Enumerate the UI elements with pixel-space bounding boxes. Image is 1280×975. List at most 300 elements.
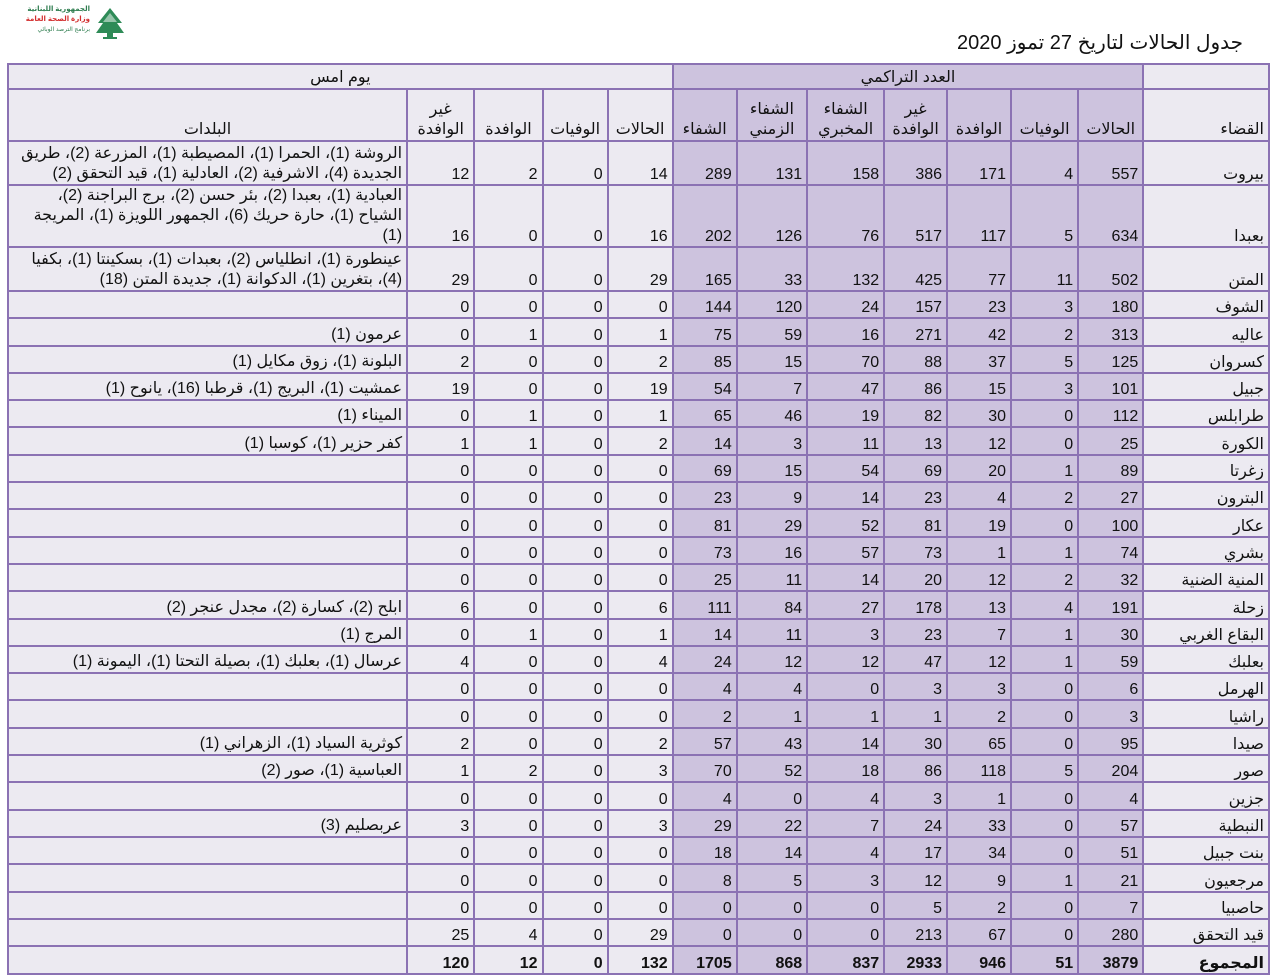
cum-deaths-cell: 2: [1011, 318, 1078, 345]
cum-cases-cell: 27: [1078, 482, 1143, 509]
cum-time-recovery-cell: 131: [737, 141, 807, 185]
towns-cell: [8, 482, 407, 509]
day-imported-cell: 2: [474, 755, 542, 782]
cum-time-recovery-cell: 0: [737, 892, 807, 919]
cum-time-recovery-cell: 0: [737, 782, 807, 809]
day-imported-cell: 0: [474, 700, 542, 727]
cum-time-recovery-cell: 59: [737, 318, 807, 345]
towns-cell: [8, 946, 407, 974]
cum-time-recovery-cell: 16: [737, 537, 807, 564]
district-name: المتن: [1143, 247, 1269, 291]
district-name: راشيا: [1143, 700, 1269, 727]
cum-imported-cell: 12: [947, 427, 1011, 454]
district-name: صور: [1143, 755, 1269, 782]
day-deaths-cell: 0: [543, 400, 608, 427]
cum-local-cell: 69: [884, 455, 947, 482]
day-imported-cell: 0: [474, 837, 542, 864]
cum-local-cell: 86: [884, 755, 947, 782]
table-row: [8, 427, 1269, 454]
cum-cases-cell: 634: [1078, 185, 1143, 247]
cum-local-cell: 12: [884, 864, 947, 891]
table-row: [8, 185, 1269, 247]
day-local-header: غير الوافدة: [407, 89, 474, 141]
cum-imported-cell: 37: [947, 346, 1011, 373]
cum-cases-cell: 74: [1078, 537, 1143, 564]
district-name: المنية الضنية: [1143, 564, 1269, 591]
day-deaths-cell: 0: [543, 564, 608, 591]
cum-cases-cell: 4: [1078, 782, 1143, 809]
day-cases-cell: 0: [608, 455, 673, 482]
district-name: زحلة: [1143, 591, 1269, 618]
cum-cases-cell: 57: [1078, 810, 1143, 837]
cum-recovery-cell: 24: [673, 646, 737, 673]
cum-deaths-cell: 0: [1011, 700, 1078, 727]
cum-local-cell: 3: [884, 782, 947, 809]
cum-recovery-cell: 25: [673, 564, 737, 591]
day-imported-header: الوافدة: [474, 89, 542, 141]
cum-deaths-cell: 11: [1011, 247, 1078, 291]
day-local-cell: 0: [407, 509, 474, 536]
day-cases-cell: 1: [608, 318, 673, 345]
cum-local-cell: 23: [884, 482, 947, 509]
district-name: زغرتا: [1143, 455, 1269, 482]
cum-time-recovery-cell: 126: [737, 185, 807, 247]
day-deaths-cell: 0: [543, 185, 608, 247]
cum-imported-header: الوافدة: [947, 89, 1011, 141]
cum-cases-cell: 101: [1078, 373, 1143, 400]
cum-local-cell: 30: [884, 728, 947, 755]
cum-cases-cell: 7: [1078, 892, 1143, 919]
district-name: بشري: [1143, 537, 1269, 564]
table-row: [8, 509, 1269, 536]
cum-cases-cell: 112: [1078, 400, 1143, 427]
day-local-cell: 0: [407, 482, 474, 509]
table-row: [8, 892, 1269, 919]
towns-cell: عمشيت (1)، البريج (1)، قرطبا (16)، يانوح (1): [8, 373, 407, 400]
cum-cases-cell: 557: [1078, 141, 1143, 185]
cum-lab-recovery-cell: 837: [807, 946, 884, 974]
cum-time-recovery-cell: 22: [737, 810, 807, 837]
towns-cell: عرمون (1): [8, 318, 407, 345]
cum-cases-cell: 502: [1078, 247, 1143, 291]
table-row: [8, 564, 1269, 591]
cum-deaths-cell: 3: [1011, 373, 1078, 400]
day-deaths-cell: 0: [543, 619, 608, 646]
cum-imported-cell: 67: [947, 919, 1011, 946]
cum-recovery-cell: 165: [673, 247, 737, 291]
cum-recovery-cell: 144: [673, 291, 737, 318]
day-deaths-cell: 0: [543, 673, 608, 700]
cum-lab-recovery-cell: 16: [807, 318, 884, 345]
day-local-cell: 0: [407, 619, 474, 646]
cum-cases-cell: 100: [1078, 509, 1143, 536]
cum-local-cell: 3: [884, 673, 947, 700]
towns-cell: [8, 919, 407, 946]
cum-cases-cell: 6: [1078, 673, 1143, 700]
cum-imported-cell: 65: [947, 728, 1011, 755]
cum-cases-cell: 204: [1078, 755, 1143, 782]
district-name: البقاع الغربي: [1143, 619, 1269, 646]
day-deaths-cell: 0: [543, 646, 608, 673]
towns-cell: [8, 537, 407, 564]
cum-lab-recovery-cell: 4: [807, 837, 884, 864]
cum-lab-recovery-cell: 4: [807, 782, 884, 809]
day-deaths-cell: 0: [543, 919, 608, 946]
cum-local-cell: 24: [884, 810, 947, 837]
cum-lab-recovery-cell: 12: [807, 646, 884, 673]
cum-imported-cell: 9: [947, 864, 1011, 891]
cum-cases-cell: 59: [1078, 646, 1143, 673]
table-row: [8, 318, 1269, 345]
logo-line-2: وزارة الصحة العامة: [25, 16, 90, 23]
day-deaths-cell: 0: [543, 810, 608, 837]
towns-cell: ابلح (2)، كسارة (2)، مجدل عنجر (2): [8, 591, 407, 618]
cum-deaths-cell: 0: [1011, 892, 1078, 919]
cum-cases-cell: 180: [1078, 291, 1143, 318]
day-deaths-header: الوفيات: [543, 89, 608, 141]
cum-deaths-cell: 0: [1011, 400, 1078, 427]
cum-recovery-cell: 0: [673, 919, 737, 946]
cum-deaths-cell: 4: [1011, 591, 1078, 618]
day-deaths-cell: 0: [543, 373, 608, 400]
table-row: [8, 864, 1269, 891]
cum-lab-recovery-cell: 76: [807, 185, 884, 247]
day-cases-cell: 16: [608, 185, 673, 247]
cum-imported-cell: 19: [947, 509, 1011, 536]
towns-cell: المرج (1): [8, 619, 407, 646]
cum-cases-cell: 3879: [1078, 946, 1143, 974]
cum-time-recovery-cell: 15: [737, 455, 807, 482]
district-name: الشوف: [1143, 291, 1269, 318]
cum-cases-header: الحالات: [1078, 89, 1143, 141]
cum-local-cell: 213: [884, 919, 947, 946]
day-cases-cell: 132: [608, 946, 673, 974]
day-cases-cell: 0: [608, 837, 673, 864]
day-local-cell: 0: [407, 837, 474, 864]
cum-deaths-cell: 5: [1011, 755, 1078, 782]
cum-imported-cell: 15: [947, 373, 1011, 400]
day-cases-cell: 19: [608, 373, 673, 400]
ministry-logo: [12, 5, 127, 43]
towns-cell: [8, 564, 407, 591]
cum-deaths-cell: 5: [1011, 185, 1078, 247]
district-name: قيد التحقق: [1143, 919, 1269, 946]
day-imported-cell: 0: [474, 728, 542, 755]
cum-time-recovery-cell: 868: [737, 946, 807, 974]
cum-recovery-cell: 57: [673, 728, 737, 755]
cum-cases-cell: 95: [1078, 728, 1143, 755]
cum-lab-recovery-cell: 3: [807, 619, 884, 646]
day-local-cell: 1: [407, 755, 474, 782]
cum-recovery-cell: 4: [673, 782, 737, 809]
cum-lab-recovery-cell: 24: [807, 291, 884, 318]
cum-imported-cell: 2: [947, 892, 1011, 919]
day-cases-header: الحالات: [608, 89, 673, 141]
cum-imported-cell: 3: [947, 673, 1011, 700]
cum-time-recovery-cell: 52: [737, 755, 807, 782]
day-cases-cell: 0: [608, 673, 673, 700]
cum-imported-cell: 1: [947, 537, 1011, 564]
cum-imported-cell: 117: [947, 185, 1011, 247]
table-row: [8, 400, 1269, 427]
towns-cell: [8, 782, 407, 809]
cum-local-header: غير الوافدة: [884, 89, 947, 141]
cum-cases-cell: 32: [1078, 564, 1143, 591]
logo-line-3: برنامج الترصد الوبائي: [37, 27, 90, 33]
day-cases-cell: 0: [608, 892, 673, 919]
cum-deaths-header: الوفيات: [1011, 89, 1078, 141]
day-cases-cell: 2: [608, 346, 673, 373]
day-cases-cell: 2: [608, 728, 673, 755]
day-local-cell: 4: [407, 646, 474, 673]
cum-lab-recovery-cell: 70: [807, 346, 884, 373]
cum-cases-cell: 125: [1078, 346, 1143, 373]
cum-imported-cell: 946: [947, 946, 1011, 974]
table-row: [8, 782, 1269, 809]
cum-recovery-cell: 69: [673, 455, 737, 482]
cum-recovery-cell: 4: [673, 673, 737, 700]
district-name: الكورة: [1143, 427, 1269, 454]
day-deaths-cell: 0: [543, 482, 608, 509]
cum-imported-cell: 4: [947, 482, 1011, 509]
cum-local-cell: 86: [884, 373, 947, 400]
cum-deaths-cell: 3: [1011, 291, 1078, 318]
day-deaths-cell: 0: [543, 728, 608, 755]
cum-time-recovery-cell: 29: [737, 509, 807, 536]
cum-deaths-cell: 0: [1011, 810, 1078, 837]
cum-recovery-cell: 23: [673, 482, 737, 509]
towns-cell: البلونة (1)، زوق مكايل (1): [8, 346, 407, 373]
cum-local-cell: 88: [884, 346, 947, 373]
cum-lab-recovery-cell: 0: [807, 892, 884, 919]
cum-recovery-cell: 54: [673, 373, 737, 400]
day-imported-cell: 1: [474, 400, 542, 427]
cum-imported-cell: 23: [947, 291, 1011, 318]
day-local-cell: 0: [407, 700, 474, 727]
day-cases-cell: 3: [608, 810, 673, 837]
cum-lab-recovery-header: الشفاء المخبري: [807, 89, 884, 141]
day-cases-cell: 1: [608, 400, 673, 427]
district-name: مرجعيون: [1143, 864, 1269, 891]
day-imported-cell: 4: [474, 919, 542, 946]
cum-time-recovery-cell: 43: [737, 728, 807, 755]
cum-local-cell: 82: [884, 400, 947, 427]
district-name: صيدا: [1143, 728, 1269, 755]
cum-time-recovery-header: الشفاء الزمني: [737, 89, 807, 141]
cum-lab-recovery-cell: 3: [807, 864, 884, 891]
cum-time-recovery-cell: 0: [737, 919, 807, 946]
total-row: [8, 946, 1269, 974]
day-deaths-cell: 0: [543, 247, 608, 291]
cum-lab-recovery-cell: 14: [807, 482, 884, 509]
cum-deaths-cell: 2: [1011, 482, 1078, 509]
day-local-cell: 2: [407, 346, 474, 373]
district-name: عكار: [1143, 509, 1269, 536]
day-cases-cell: 0: [608, 700, 673, 727]
cum-lab-recovery-cell: 19: [807, 400, 884, 427]
cum-cases-cell: 313: [1078, 318, 1143, 345]
day-cases-cell: 6: [608, 591, 673, 618]
table-row: [8, 837, 1269, 864]
day-cases-cell: 4: [608, 646, 673, 673]
day-imported-cell: 2: [474, 141, 542, 185]
cum-deaths-cell: 1: [1011, 646, 1078, 673]
day-local-cell: 0: [407, 673, 474, 700]
cum-lab-recovery-cell: 47: [807, 373, 884, 400]
day-imported-cell: 0: [474, 564, 542, 591]
cum-local-cell: 157: [884, 291, 947, 318]
cum-deaths-cell: 0: [1011, 673, 1078, 700]
cum-local-cell: 178: [884, 591, 947, 618]
table-row: [8, 537, 1269, 564]
day-local-cell: 0: [407, 455, 474, 482]
day-local-cell: 25: [407, 919, 474, 946]
cum-recovery-cell: 70: [673, 755, 737, 782]
day-local-cell: 0: [407, 564, 474, 591]
cum-time-recovery-cell: 3: [737, 427, 807, 454]
towns-cell: [8, 455, 407, 482]
cum-recovery-cell: 75: [673, 318, 737, 345]
logo-line-1: الجمهورية اللبنانية: [27, 6, 90, 13]
day-imported-cell: 1: [474, 619, 542, 646]
cum-deaths-cell: 1: [1011, 455, 1078, 482]
cum-imported-cell: 12: [947, 564, 1011, 591]
day-imported-cell: 0: [474, 455, 542, 482]
day-imported-cell: 0: [474, 291, 542, 318]
day-cases-cell: 3: [608, 755, 673, 782]
cum-time-recovery-cell: 9: [737, 482, 807, 509]
cum-time-recovery-cell: 4: [737, 673, 807, 700]
table-row: [8, 291, 1269, 318]
towns-cell: الميناء (1): [8, 400, 407, 427]
cum-imported-cell: 7: [947, 619, 1011, 646]
day-local-cell: 0: [407, 318, 474, 345]
cum-cases-cell: 191: [1078, 591, 1143, 618]
day-imported-cell: 0: [474, 537, 542, 564]
cum-deaths-cell: 0: [1011, 427, 1078, 454]
towns-cell: العبادية (1)، بعبدا (2)، بئر حسن (2)، برج البراجنة (2)، الشياح (1)، حارة حريك (6)، الجمهور اللويزة (1)، المريجة (1): [8, 185, 407, 247]
day-imported-cell: 1: [474, 427, 542, 454]
cum-time-recovery-cell: 5: [737, 864, 807, 891]
table-row: [8, 591, 1269, 618]
district-name: جبيل: [1143, 373, 1269, 400]
day-imported-cell: 1: [474, 318, 542, 345]
cum-deaths-cell: 1: [1011, 864, 1078, 891]
cum-recovery-cell: 73: [673, 537, 737, 564]
cum-local-cell: 13: [884, 427, 947, 454]
cum-local-cell: 425: [884, 247, 947, 291]
cum-recovery-cell: 81: [673, 509, 737, 536]
day-deaths-cell: 0: [543, 755, 608, 782]
cum-recovery-cell: 289: [673, 141, 737, 185]
district-name: النبطية: [1143, 810, 1269, 837]
day-imported-cell: 12: [474, 946, 542, 974]
day-deaths-cell: 0: [543, 346, 608, 373]
towns-header: البلدات: [8, 89, 407, 141]
cum-deaths-cell: 0: [1011, 837, 1078, 864]
cum-recovery-cell: 29: [673, 810, 737, 837]
towns-cell: كفر حزير (1)، كوسبا (1): [8, 427, 407, 454]
table-row: [8, 455, 1269, 482]
day-deaths-cell: 0: [543, 864, 608, 891]
cum-deaths-cell: 51: [1011, 946, 1078, 974]
district-column-header: القضاء: [1143, 89, 1269, 141]
cum-time-recovery-cell: 1: [737, 700, 807, 727]
cum-imported-cell: 34: [947, 837, 1011, 864]
day-deaths-cell: 0: [543, 509, 608, 536]
day-cases-cell: 0: [608, 509, 673, 536]
day-imported-cell: 0: [474, 646, 542, 673]
cum-recovery-cell: 0: [673, 892, 737, 919]
day-deaths-cell: 0: [543, 700, 608, 727]
cum-lab-recovery-cell: 158: [807, 141, 884, 185]
cum-cases-cell: 89: [1078, 455, 1143, 482]
day-local-cell: 16: [407, 185, 474, 247]
cum-recovery-cell: 14: [673, 427, 737, 454]
table-row: [8, 482, 1269, 509]
cum-imported-cell: 42: [947, 318, 1011, 345]
cum-lab-recovery-cell: 132: [807, 247, 884, 291]
cum-cases-cell: 25: [1078, 427, 1143, 454]
table-row: [8, 700, 1269, 727]
day-local-cell: 1: [407, 427, 474, 454]
towns-cell: [8, 837, 407, 864]
cum-imported-cell: 77: [947, 247, 1011, 291]
cum-recovery-cell: 1705: [673, 946, 737, 974]
day-deaths-cell: 0: [543, 455, 608, 482]
cum-recovery-cell: 14: [673, 619, 737, 646]
day-cases-cell: 0: [608, 564, 673, 591]
cum-imported-cell: 118: [947, 755, 1011, 782]
table-row: [8, 346, 1269, 373]
day-local-cell: 0: [407, 892, 474, 919]
day-cases-cell: 0: [608, 864, 673, 891]
day-local-cell: 0: [407, 782, 474, 809]
district-name: بعلبك: [1143, 646, 1269, 673]
cum-time-recovery-cell: 11: [737, 564, 807, 591]
cum-imported-cell: 12: [947, 646, 1011, 673]
cum-recovery-cell: 111: [673, 591, 737, 618]
cases-table: [7, 63, 1270, 975]
day-cases-cell: 14: [608, 141, 673, 185]
cum-time-recovery-cell: 14: [737, 837, 807, 864]
towns-cell: عينطورة (1)، انطلياس (2)، بعبدات (1)، بسكينتا (1)، بكفيا (4)، بتغرين (1)، الدكوانة (1)، جديدة المتن (18): [8, 247, 407, 291]
cum-imported-cell: 171: [947, 141, 1011, 185]
day-imported-cell: 0: [474, 373, 542, 400]
cum-deaths-cell: 2: [1011, 564, 1078, 591]
cum-time-recovery-cell: 15: [737, 346, 807, 373]
cumulative-group-header: العدد التراكمي: [673, 64, 1144, 89]
cedar-tree-icon: [94, 7, 126, 41]
cum-recovery-cell: 65: [673, 400, 737, 427]
day-cases-cell: 2: [608, 427, 673, 454]
logo-text: [12, 5, 90, 35]
day-cases-cell: 1: [608, 619, 673, 646]
cum-time-recovery-cell: 12: [737, 646, 807, 673]
cum-time-recovery-cell: 46: [737, 400, 807, 427]
table-row: [8, 673, 1269, 700]
day-deaths-cell: 0: [543, 782, 608, 809]
cum-imported-cell: 2: [947, 700, 1011, 727]
cum-lab-recovery-cell: 0: [807, 919, 884, 946]
table-row: [8, 373, 1269, 400]
cum-recovery-header: الشفاء: [673, 89, 737, 141]
day-local-cell: 0: [407, 400, 474, 427]
cum-local-cell: 517: [884, 185, 947, 247]
column-header-row: [8, 89, 1269, 141]
towns-cell: [8, 291, 407, 318]
cum-time-recovery-cell: 120: [737, 291, 807, 318]
